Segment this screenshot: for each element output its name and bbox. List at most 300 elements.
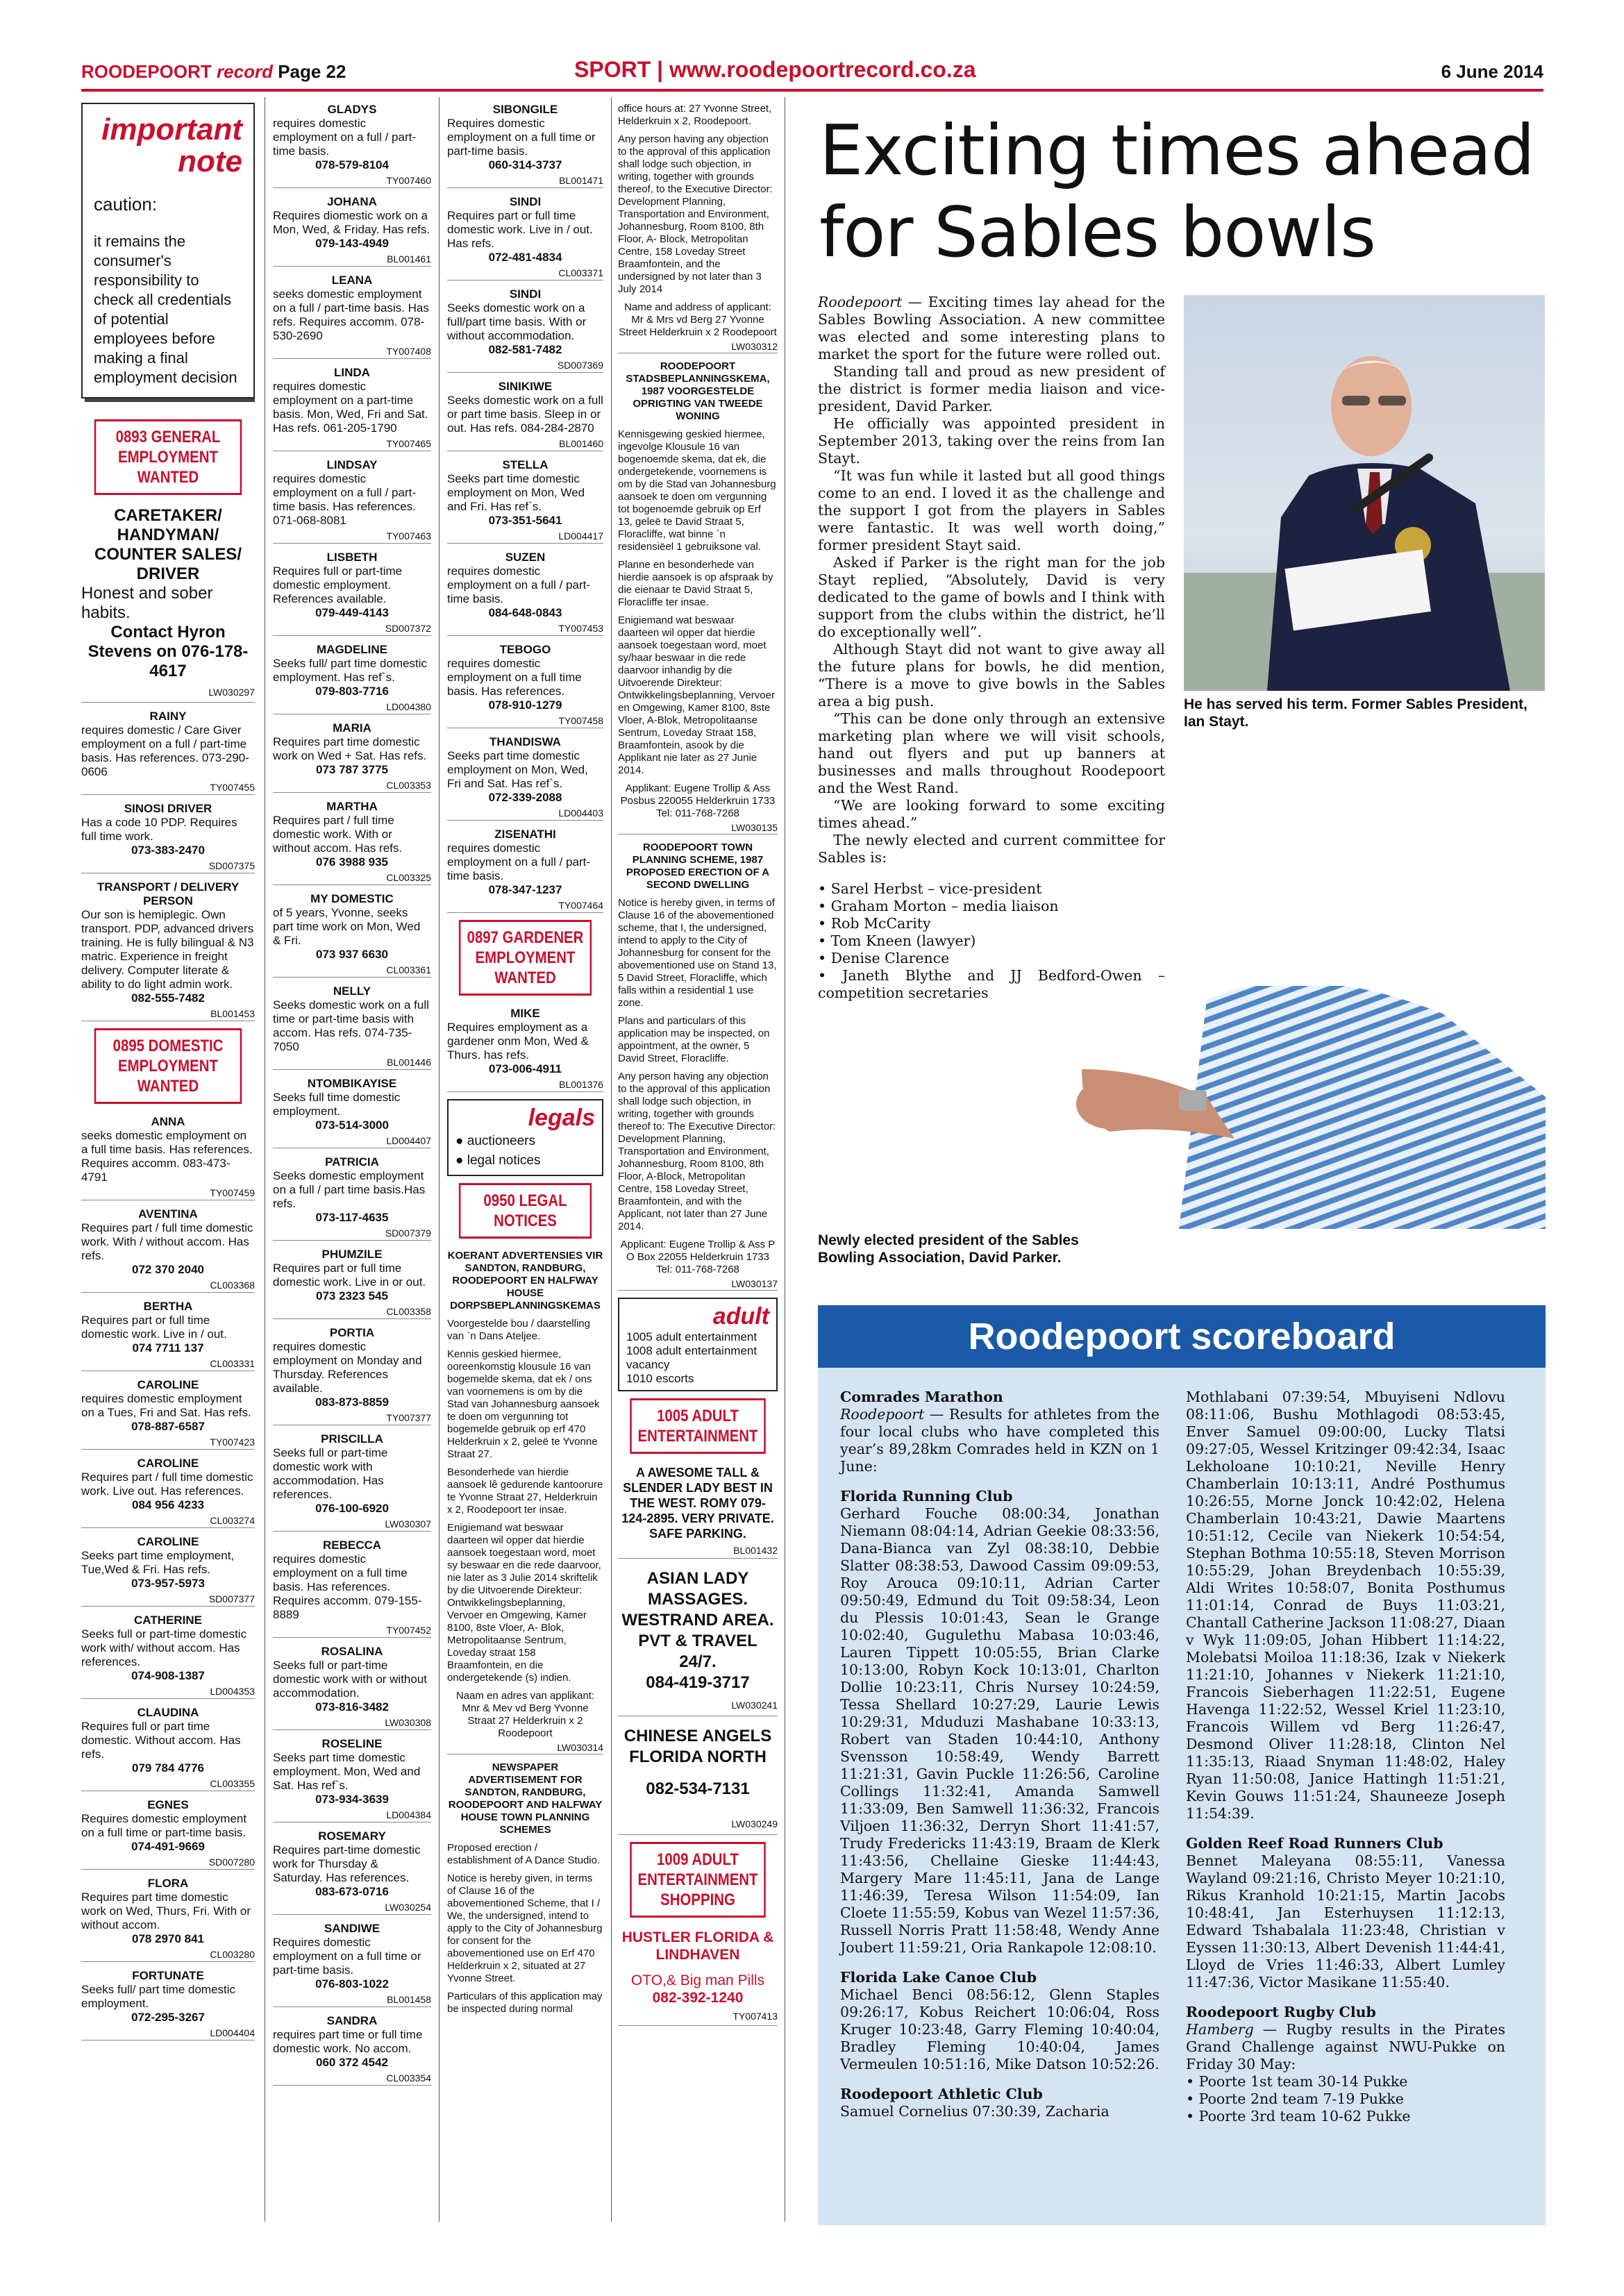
ad-phone[interactable]: 082-534-7131 [646,1779,750,1798]
ad-ref: TY007423 [81,1435,255,1450]
ad-ref: TY007458 [447,714,603,728]
classifieds-column-2 [273,103,431,2220]
notice-paragraph: Particulars of this application may be inspected during normal [447,1991,603,2015]
ad-body: Seeks full/ part time domestic employment. [81,1983,236,2010]
ad-body: requires domestic employment on a full / part-time basis. [447,841,590,882]
ad-body: requires domestic employment on Monday and Thursday. References available. [273,1340,422,1395]
page-number: Page 22 [278,61,346,82]
ad-body: Requires part time domestic work on Wed + Sat. Has refs. [273,735,427,762]
ad-line: ASIAN LADY MASSAGES. [646,1569,749,1609]
legals-item[interactable]: ● legal notices [455,1151,595,1171]
classified-ad [273,892,431,978]
notice-applicant: Applikant: Eugene Trollip & Ass Posbus 220055 Helderkruin 1733 Tel: 011-768-7268 [620,782,776,819]
ad-ref: TY007465 [273,437,431,451]
ad-phone[interactable]: 074 7711 137 [132,1341,204,1355]
adult-item[interactable]: 1010 escorts [626,1372,694,1385]
ad-body: Seeks full or part-time domestic work with accommodation. Has references. [273,1446,388,1501]
section-heading: Golden Reef Road Runners Club [1186,1835,1443,1852]
photo-illustration [1184,295,1545,691]
ad-name: SANDIWE [324,1922,380,1935]
notice-paragraph: Enigiemand wat beswaar daarteen wil opper dat hierdie aansoek toegestaan word, moet sy/haar beswaar in die rede daarvoor inhandig by die Uitvoerende Direkteur: Ontwikkelingsbeplanning, Vervoer en Omgewing, Kamer 8100, 8ste Vloer, A-Blok, Metropolitaanse Sentrum, Loveday Straat 158, Braamfontein, asook by die Applikant nie later as 27 Junie 2014. [618,614,775,776]
ad-body: Requires part time domestic work on Wed, Thurs, Fri. With or without accom. [81,1891,251,1932]
ad-name: FLORA [147,1877,189,1890]
classified-ad [273,1645,431,1730]
classified-ad [618,1726,778,1835]
classified-ad [273,1829,431,1915]
ad-phone[interactable]: 078 2970 841 [132,1932,204,1945]
section-text [840,1406,1160,1475]
section-text: Michael Benci 08:56:12, Glenn Staples 09:26:17, Kobus Reichert 10:06:04, Ross Kruger 10:23:48, Garry Fleming 10:40:04, Bradley Fleming 10:40:04, James Vermeulen 10:51:16, Mike Datson 10:52:26. [840,1986,1160,2072]
rugby-result: • Poorte 2nd team 7-19 Pukke [1186,2090,1505,2108]
ad-body: Seeks domestic work on a full/part time basis. With or without accommodation. [447,301,587,342]
ad-body: A AWESOME TALL & SLENDER LADY BEST IN THE WEST. ROMY 079-124-2895. VERY PRIVATE. SAFE PARKING. [621,1466,774,1541]
photo-ian-stayt [1184,295,1545,691]
classified-ad [273,1155,431,1241]
ad-phone[interactable]: 073 937 6630 [316,948,388,961]
committee-item: • Rob McCarity [818,915,1165,932]
article-paragraph: Standing tall and proud as new president of the district is former media liaison and vice-president, David Parker. [818,363,1165,414]
ad-phone[interactable]: 073-383-2470 [131,844,205,857]
ad-body: Requires part / full time domestic work. With / without accom. Has refs. [81,1221,253,1262]
classified-ad [618,1568,778,1716]
legal-notice-continued [618,103,778,353]
ad-ref: TY007464 [447,898,603,913]
photo-caption: He has served his term. Former Sables President, Ian Stayt. [1184,696,1527,730]
notice-paragraph: office hours at: 27 Yvonne Street, Helderkruin x 2, Roodepoort. [618,103,772,127]
ad-body: requires part time or full time domestic work. No accom. [273,2028,423,2055]
classified-ad [81,1457,255,1528]
ad-body: Requires part / full time domestic work. With or without accom. Has refs. [273,814,403,855]
classified-ad [81,1207,255,1293]
adult-box [618,1298,778,1391]
important-note-subtitle: caution: [94,194,158,215]
adult-title: adult [712,1303,769,1330]
ad-body: Seeks full or part-time domestic work with/ without accom. Has references. [81,1627,247,1668]
classified-ad [447,735,603,821]
ad-body: requires domestic employment on a Tues, Fri and Sat. Has refs. [81,1392,251,1419]
article-paragraph [818,294,1165,363]
ad-body: Seeks part time domestic employment on Mon, Wed, Fri and Sat. Has ref`s. [447,749,588,790]
classified-ad [81,710,255,795]
ad-phone[interactable]: 079-449-4143 [315,606,389,619]
ad-body: Requires part or full time domestic work. Live in / out. Has refs. [447,209,593,250]
ad-name: TEBOGO [499,643,551,656]
ad-name: ROSELINE [321,1737,383,1750]
ad-name: NTOMBIKAYISE [307,1077,397,1090]
ad-phone[interactable]: 073-514-3000 [315,1118,389,1132]
page-header [81,57,1543,89]
ad-name: PHUMZILE [321,1248,383,1261]
ad-name: LEANA [331,274,373,287]
ad-phone[interactable]: 073-934-3639 [315,1793,389,1806]
ad-name: STELLA [502,458,549,471]
notice-title: NEWSPAPER ADVERTISEMENT FOR SANDTON, RANDBURG, ROODEPOORT AND HALFWAY HOUSE TOWN PLANNING SCHEMES [448,1761,603,1836]
classified-ad [447,551,603,636]
ad-body: Requires domestic employment on a full time or part-time basis. [81,1812,247,1839]
ad-name: CLAUDINA [137,1706,199,1719]
dateline: Roodepoort [840,1406,925,1423]
classified-ad [81,802,255,873]
ad-phone[interactable]: 074-491-9669 [131,1840,205,1853]
section-text: Samuel Cornelius 07:30:39, Zacharia [840,2103,1110,2120]
ad-body: Seeks part time domestic employment on Mon, Wed and Fri. Has ref`s. [447,472,585,513]
ad-ref: BL001446 [273,1055,431,1070]
ad-name: SIBONGILE [492,103,558,116]
article-paragraph: Asked if Parker is the right man for the job Stayt replied, “Absolutely, David is very dedicated to the game of bowls and I think with support from the clubs within the district, he’ll do exceptionally well”. [818,554,1165,640]
ad-ref: LD004407 [273,1134,431,1148]
ad-line: PVT & TRAVEL 24/7. [638,1632,757,1671]
dateline: Hamberg [1186,2021,1254,2038]
ad-name: ANNA [151,1115,185,1128]
ad-ref: BL001432 [618,1543,778,1559]
scoreboard-box [818,1305,1546,2225]
ad-phone[interactable]: 084 956 4233 [132,1498,204,1511]
classified-ad [81,1115,255,1200]
ad-phone[interactable]: 073-006-4911 [489,1062,562,1075]
section-text: Mothlabani 07:39:54, Mbuyiseni Ndlovu 08:11:06, Bushu Mothlagodi 08:53:45, Enver Samuel 09:00:00, Lucky Tlatsi 09:27:05, Wessel Kritzinger 09:42:34, Isaac Lekholoane 10:10:21, Neville Henry Chamberlain 10:13:11, André Posthumus 10:26:55, Morne Jonck 10:42:02, Helena Chamberlain 10:43:21, Dawie Maartens 10:51:12, Cecile van Niekerk 10:54:54, Stephan Bothma 10:55:18, Steven Morrison 10:55:29, Johan Breydenbach 10:55:39, Aldi Writes 10:58:07, Bonita Posthumus 11:01:14, Conrad de Buys 11:03:21, Chantall Catherine Jackson 11:08:27, Diaan v Wyk 11:09:05, Johan Hibbert 11:14:22, Molebatsi Moiloa 11:18:36, Izak v Niekerk 11:21:10, Johannes v Niekerk 11:21:10, Francois Sieberhagen 11:22:51, Eugene Havenga 11:22:52, Wessel Kriel 11:23:10, Francois Willem vd Berg 11:26:47, Desmond Oliver 11:28:18, Clinton Nel 11:35:13, Riaad Snyman 11:48:02, Haley Ryan 11:50:08, Janice Hattingh 11:51:21, Kevin Gouws 11:51:24, Shauneeze Joseph 11:54:39. [1186,1389,1505,1822]
ad-ref: BL001453 [81,1007,255,1021]
ad-phone[interactable]: 076-803-1022 [315,1977,389,1991]
ad-name: SANDRA [326,2014,378,2027]
article-paragraph: The newly elected and current committee for Sables is: [818,832,1165,866]
ad-body: Seeks part time domestic employment. Mon, Wed and Sat. Has ref`s. [273,1751,421,1792]
ad-name: SINIKIWE [498,380,553,393]
ad-phone[interactable]: 060 372 4542 [316,2056,388,2069]
ad-name: CAROLINE [137,1457,199,1470]
ad-ref: LD004403 [447,806,603,821]
ad-name: EGNES [147,1798,189,1811]
ad-ref: SD007375 [81,859,255,873]
article-paragraph: “We are looking forward to some exciting times ahead.” [818,797,1165,831]
ad-phone[interactable]: 078-347-1237 [488,883,562,896]
ad-ref: CL003355 [81,1777,255,1791]
notice-paragraph: Kennisgewing geskied hiermee, ingevolge Klousule 16 van bogenoemde skema, dat ek, die ondergetekende, voornemens is om by die Stad van Johannesburg aansoek te doen om vergunning tot bogenoemde gebruik op Erf 13, geleë te David Straat 5, Floracliffe, wat binne `n residensiëel 1 gebruiksone val. [618,428,776,553]
ad-ref: LW030137 [618,1277,778,1291]
classified-ad [447,643,603,728]
ad-phone[interactable]: 082-555-7482 [131,991,205,1005]
legals-item[interactable]: ● auctioneers [455,1132,595,1151]
ad-ref: CL003353 [273,778,431,793]
ad-name: SINOSI DRIVER [124,802,212,815]
classified-ad [618,1929,778,2026]
ad-ref: LD004380 [273,700,431,714]
ad-ref: CL003354 [273,2071,431,2086]
ad-body: Honest and sober habits. [81,584,213,622]
classified-ad [273,1077,431,1148]
classified-ad [273,800,431,885]
ad-name: TRANSPORT / DELIVERY PERSON [97,880,240,907]
article-headline: Exciting times ahead for Sables bowls [819,110,1534,273]
ad-body: Seeks domestic employment on a full / part time basis.Has refs. [273,1169,426,1210]
notice-paragraph: Notice is hereby given, in terms of Clause 16 of the abovementioned Scheme, that I / We, the undersigned, intend to apply to the City of Johannesburg for consent for the abovementioned use on Erf 470 Helderkruin x 2, situated at 27 Yvonne Street. [447,1872,603,1984]
ad-body: Requires full or part time domestic. Without accom. Has refs. [81,1720,241,1761]
ad-phone[interactable]: 072 370 2040 [132,1263,204,1276]
ad-ref: CL003361 [273,963,431,978]
ad-body: Seeks domestic work on a full time or part-time basis with accom. Has refs. 074-735-7050 [273,998,429,1053]
ad-contact: Contact Hyron Stevens on 076-178-4617 [87,623,249,680]
classified-ad [81,1614,255,1699]
ad-ref: LW030314 [447,1741,603,1754]
ad-phone[interactable]: 074-908-1387 [131,1669,205,1682]
classified-ad [81,1969,255,2041]
ad-body: Requires part or full time domestic work. Live in / out. [81,1314,227,1341]
category-header: 0893 GENERAL EMPLOYMENT WANTED [94,419,242,495]
section-heading: Comrades Marathon [840,1389,1003,1405]
paragraph-text: — Results for athletes from the four local clubs who have completed this year’s 89,28km Comrades held in KZN on 1 June: [840,1406,1160,1475]
ad-line: OTO,& Big man Pills [630,1972,765,1988]
classified-ad [447,103,603,188]
scoreboard-column-left [840,1389,1160,2120]
classified-ad [273,1248,431,1319]
notice-paragraph: Besonderhede van hierdie aansoek lê gedurende kantoorure te Yvonne Straat 27, Helderkruin x 2, Roodepoort ter insae. [447,1466,603,1516]
section-text: Bennet Maleyana 08:55:11, Vanessa Wayland 09:21:16, Christo Meyer 10:21:10, Rikus Kranhold 10:21:15, Martin Jacobs 10:48:41, Jan Esterhuysen 11:12:13, Edward Tshabalala 11:23:48, Christian v Eyssen 11:30:13, Albert Devenish 11:44:41, Lloyd de Vries 11:46:33, Albert Lumley 11:47:36, Victor Masikane 11:55:40. [1186,1852,1505,1991]
ad-ref: BL001461 [273,252,431,267]
ad-body: requires domestic employment on a full time basis. Has references. Requires accomm. 079-155-8889 [273,1552,422,1621]
notice-title: KOERANT ADVERTENSIES VIR SANDTON, RANDBURG, ROODEPOORT EN HALFWAY HOUSE DORPSBEPLANNINGSKEMAS [447,1250,603,1312]
ad-ref: SD007372 [273,621,431,636]
issue-date: 6 June 2014 [1441,61,1543,82]
notice-applicant: Applicant: Eugene Trollip & Ass P O Box 22055 Helderkruin 1733 Tel: 011-768-7268 [620,1239,776,1275]
ad-ref: SD007377 [81,1592,255,1607]
classified-ad [447,195,603,280]
section-heading: Roodepoort Rugby Club [1186,2004,1376,2020]
notice-paragraph: Enigiemand wat beswaar daarteen wil opper dat hierdie aansoek toegestaan word, moet sy beswaar en die rede daarvoor, nie later as 3 Julie 2014 skriftelik by die Uitvoerende Direkteur: Ontwikkelingsbeplanning, Vervoer en Omgewing, Kamer 8100, 8ste Vloer, A- Blok, Metropolitaanse Sentrum, Loveday straat 158 Braamfontein, en die ondergetekende (s) indien. [447,1522,601,1684]
category-header: 0897 GARDENER EMPLOYMENT WANTED [459,920,592,996]
ad-ref: LD004417 [447,529,603,544]
classified-ad [81,506,255,703]
important-note-title: important note [101,112,242,178]
classified-ad [447,1007,603,1092]
ad-body: seeks domestic employment on a full time basis. Has references. Requires accomm. 083-473-4791 [81,1129,253,1184]
ad-phone[interactable]: 078-910-1279 [488,698,562,712]
ad-ref: CL003371 [447,266,603,280]
photo-caption: Newly elected president of the Sables Bowling Association, David Parker. [818,1232,1079,1266]
ad-line: CHINESE ANGELS FLORIDA NORTH [623,1727,772,1766]
rugby-result: • Poorte 3rd team 10-62 Pukke [1186,2108,1505,2125]
scoreboard-title-bar [818,1305,1546,1368]
classified-ad [273,721,431,793]
notice-paragraph: Proposed erection / establishment of A Dance Studio. [447,1842,601,1866]
classified-ad [81,880,255,1021]
ad-phone[interactable]: 083-673-0716 [315,1885,389,1898]
ad-ref: TY007413 [618,2008,778,2026]
ad-name: PRISCILLA [321,1432,383,1446]
notice-title: ROODEPOORT STADSBEPLANNINGSKEMA, 1987 VOORGESTELDE OPRIGTING VAN TWEEDE WONING [626,360,770,422]
ad-line: WESTRAND AREA. [621,1611,774,1629]
column-divider [611,97,612,2222]
classified-ad [447,828,603,913]
ad-phone[interactable]: 082-581-7482 [488,343,562,356]
committee-item: • Janeth Blythe and JJ Bedford-Owen – competition secretaries [818,967,1165,1002]
ad-phone[interactable]: 072-295-3267 [131,2011,205,2024]
column-divider [439,97,440,2222]
ad-name: FORTUNATE [132,1969,204,1982]
notice-paragraph: Notice is hereby given, in terms of Clause 16 of the abovementioned scheme, that I, the undersigned, intend to apply to the City of Johannesburg for consent for the abovementioned use on Stand 13, 5 David Street, Floracliffe, which falls within a residential 1 use zone. [618,897,777,1009]
ad-phone[interactable]: 082-392-1240 [652,1990,744,2006]
ad-name: PATRICIA [325,1155,379,1168]
classified-ad [273,1539,431,1638]
ad-name: CATHERINE [134,1614,202,1627]
ad-name: ROSALINA [321,1645,383,1658]
ad-phone[interactable]: 073-117-4635 [315,1211,389,1224]
ad-ref: SD007280 [81,1855,255,1870]
ad-ref: TY007459 [81,1186,255,1200]
ad-body: Has a code 10 PDP. Requires full time work. [81,816,237,843]
notice-paragraph: Kennis geskied hiermee, ooreenkomstig klousule 16 van bogemelde skema, dat ek / ons van voornemens is om by die Stad van Johannesburg aansoek te doen om vergunning tot bogemelde gebruik op erf 470 Helderkruin x 2, geleë te Yvonne Straat 27. [447,1348,600,1460]
ad-ref: TY007460 [273,174,431,188]
ad-name: CAROLINE [137,1535,199,1548]
ad-ref: SD007379 [273,1226,431,1241]
ad-phone[interactable]: 073 787 3775 [316,763,388,776]
article-paragraph: “This can be done only through an extensive marketing plan where we will visit schools, hand out flyers and put up banners at businesses and malls throughout Roodepoort and the West Rand. [818,710,1165,796]
ad-body: Our son is hemiplegic. Own transport. PDP, advanced drivers training. He is fully bilingual & N3 matric. Experience in freight delivery. Computer literate & ability to do light admin work. [81,908,254,991]
ad-ref: CL003358 [273,1305,431,1319]
ad-body: Requires domestic employment on a full time or part-time basis. [447,117,596,158]
ad-phone[interactable]: 076-100-6920 [315,1502,389,1515]
ad-phone[interactable]: 076 3988 935 [316,855,388,869]
legals-box [447,1099,603,1176]
ad-ref: LW030307 [273,1517,431,1532]
classified-ad [447,287,603,373]
ad-name: LINDSAY [326,458,378,471]
ad-ref: TY007455 [81,780,255,795]
header-left [81,61,346,83]
ad-body: Seeks full time domestic employment. [273,1091,401,1118]
ad-phone[interactable]: 079-143-4949 [315,237,389,250]
ad-body: requires domestic / Care Giver employment on a full / part-time basis. Has references. 073-290-0606 [81,723,249,778]
ad-body: Requires domestic employment on a full time or part-time basis. [273,1936,421,1977]
ad-body: requires domestic employment on a part-time basis. Mon, Wed, Fri and Sat. Has refs. 061-205-1790 [273,380,428,435]
section-url[interactable]: SPORT | www.roodepoortrecord.co.za [574,57,976,82]
classified-ad [273,643,431,714]
ad-phone[interactable]: 073-816-3482 [315,1700,389,1713]
photo-illustration [818,986,1546,1229]
ad-name: ZISENATHI [494,828,556,841]
ad-body: requires domestic employment on a full / part-time basis. [447,564,590,605]
ad-body: seeks domestic employment on a full / part-time basis. Has refs. Requires accomm. 078-530-2690 [273,287,429,342]
ad-name: JOHANA [327,195,377,208]
article-paragraph: He officially was appointed president in September 2013, taking over the reins from Ian Stayt. [818,415,1165,467]
ad-body: Requires part / full time domestic work. Live out. Has references. [81,1470,253,1498]
ad-name: MARIA [333,721,371,735]
header-rule [81,89,1543,92]
ad-phone[interactable]: 079-803-7716 [315,685,389,698]
category-header: 0950 LEGAL NOTICES [459,1183,592,1239]
committee-item: • Tom Kneen (lawyer) [818,932,1165,950]
notice-paragraph: Any person having any objection to the approval of this application shall lodge such objection, in writing, together with grounds thereof to: The Executive Director: Development Planning, Transportation and Environment, Johannesburg, Room 8100, 8th Floor, A-Block, Metropolitan Centre, 158 Loveday Street, Braamfontein, and with the Applicant, not later than 27 June 2014. [618,1071,776,1232]
section-heading: Roodepoort Athletic Club [840,2086,1043,2102]
ad-ref: BL001460 [447,437,603,451]
ad-name: SINDI [509,287,542,301]
classified-ad [273,551,431,636]
ad-ref: LW030135 [618,821,778,835]
classified-ad [273,103,431,188]
ad-name: THANDISWA [489,735,561,748]
ad-phone[interactable]: 083-873-8859 [315,1396,389,1409]
ad-phone[interactable]: 078-887-6587 [131,1420,205,1433]
ad-ref: LW030254 [273,1900,431,1915]
ad-phone[interactable]: 072-339-2088 [488,791,562,804]
classifieds-column-4 [618,103,778,2220]
category-header: 1005 ADULT ENTERTAINMENT [630,1398,766,1454]
ad-name: LISBETH [326,551,378,564]
scoreboard-title: Roodepoort scoreboard [968,1316,1396,1357]
article-paragraph: Although Stayt did not want to give away all the future plans for bowls, he did mention, “There is a move to give bowls in the Sables area a big push. [818,641,1165,710]
ad-ref: LD004384 [273,1808,431,1822]
ad-phone[interactable]: 060-314-3737 [488,158,562,171]
rugby-result: • Poorte 1st team 30-14 Pukke [1186,2073,1505,2090]
ad-ref: LW030249 [618,1813,778,1835]
notice-paragraph: Voorgestelde bou / daarstelling van `n Dans Ateljee. [447,1318,590,1342]
notice-applicant: Naam en adres van applikant: Mnr & Mev vd Berg Yvonne Straat 27 Helderkruin x 2 Roodepoort [455,1690,595,1739]
ad-name: CAROLINE [137,1378,199,1391]
ad-body: Requires employment as a gardener onm Mon, Wed & Thurs. has refs. [447,1021,589,1062]
ad-body: Requires full or part-time domestic employment. References available. [273,564,403,605]
ad-phone[interactable]: 073-957-5973 [131,1577,205,1590]
ad-body: Seeks full/ part time domestic employment. Has ref`s. [273,657,428,684]
notice-paragraph: Plans and particulars of this application may be inspected, on appointment, at the owner, 5 David Street, Floracliffe. [618,1015,770,1064]
ad-phone[interactable]: 073 2323 545 [316,1289,388,1302]
ad-name: MAGDELINE [317,643,387,656]
ad-phone[interactable]: 073-351-5641 [488,514,562,527]
ad-phone[interactable]: 084-648-0843 [488,606,562,619]
paragraph-text: — Rugby results in the Pirates Grand Challenge against NWU-Pukke on Friday 30 May: [1186,2021,1505,2072]
ad-ref: SD007369 [447,358,603,373]
adult-item[interactable]: 1005 adult entertainment [626,1330,757,1343]
ad-phone[interactable]: 072-481-4834 [488,251,562,264]
committee-list [818,880,1165,1002]
ad-name: MY DOMESTIC [310,892,394,905]
classified-ad [81,1300,255,1371]
article-body [818,294,1165,1002]
section-text [1186,2021,1505,2073]
ad-name: ROSEMARY [318,1829,386,1843]
classified-ad [81,1706,255,1791]
classified-ad [273,366,431,451]
ad-ref: LD004353 [81,1684,255,1699]
paper-name: ROODEPOORT [81,61,212,82]
ad-ref: TY007463 [273,529,431,544]
adult-item[interactable]: 1008 adult entertainment vacancy [626,1344,757,1371]
article-paragraph: “It was fun while it lasted but all good things come to an end. I loved it as the challenge and the support I got from the players in Sables were fantastic. It was well worth doing,” former president Stayt said. [818,467,1165,553]
ad-name: AVENTINA [138,1207,198,1221]
category-header: 1009 ADULT ENTERTAINMENT SHOPPING [630,1842,766,1918]
legal-notice [618,360,778,835]
classified-ad [273,1922,431,2007]
classified-ad [81,1535,255,1607]
committee-item: • Denise Clarence [818,950,1165,967]
ad-ref: TY007452 [273,1623,431,1638]
classifieds-column-3 [447,103,603,2220]
classified-ad [273,195,431,267]
ad-phone[interactable]: 078-579-8104 [315,158,389,171]
ad-name: BERTHA [143,1300,193,1313]
notice-applicant: Name and address of applicant: Mr & Mrs vd Berg 27 Yvonne Street Helderkruin x 2 Roodepoort [619,301,777,338]
section-heading: Florida Running Club [840,1488,1013,1505]
ad-body: Seeks domestic work on a full or part time basis. Sleep in or out. Has refs. 084-284-2870 [447,394,603,435]
ad-name: MIKE [510,1007,540,1020]
legals-title: legals [528,1105,595,1131]
ad-body: Requires diomestic work on a Mon, Wed, & Friday. Has refs. [273,209,430,236]
ad-ref: LW030241 [618,1695,778,1716]
ad-ref: TY007408 [273,344,431,359]
ad-ref: TY007377 [273,1411,431,1425]
ad-ref: CL003280 [81,1947,255,1962]
ad-title: CARETAKER/ HANDYMAN/ COUNTER SALES/ DRIVER [94,506,242,583]
ad-phone[interactable]: 079 784 4776 [132,1761,204,1775]
legal-notice [447,1761,603,2016]
ad-phone[interactable]: 084-419-3717 [646,1673,750,1692]
